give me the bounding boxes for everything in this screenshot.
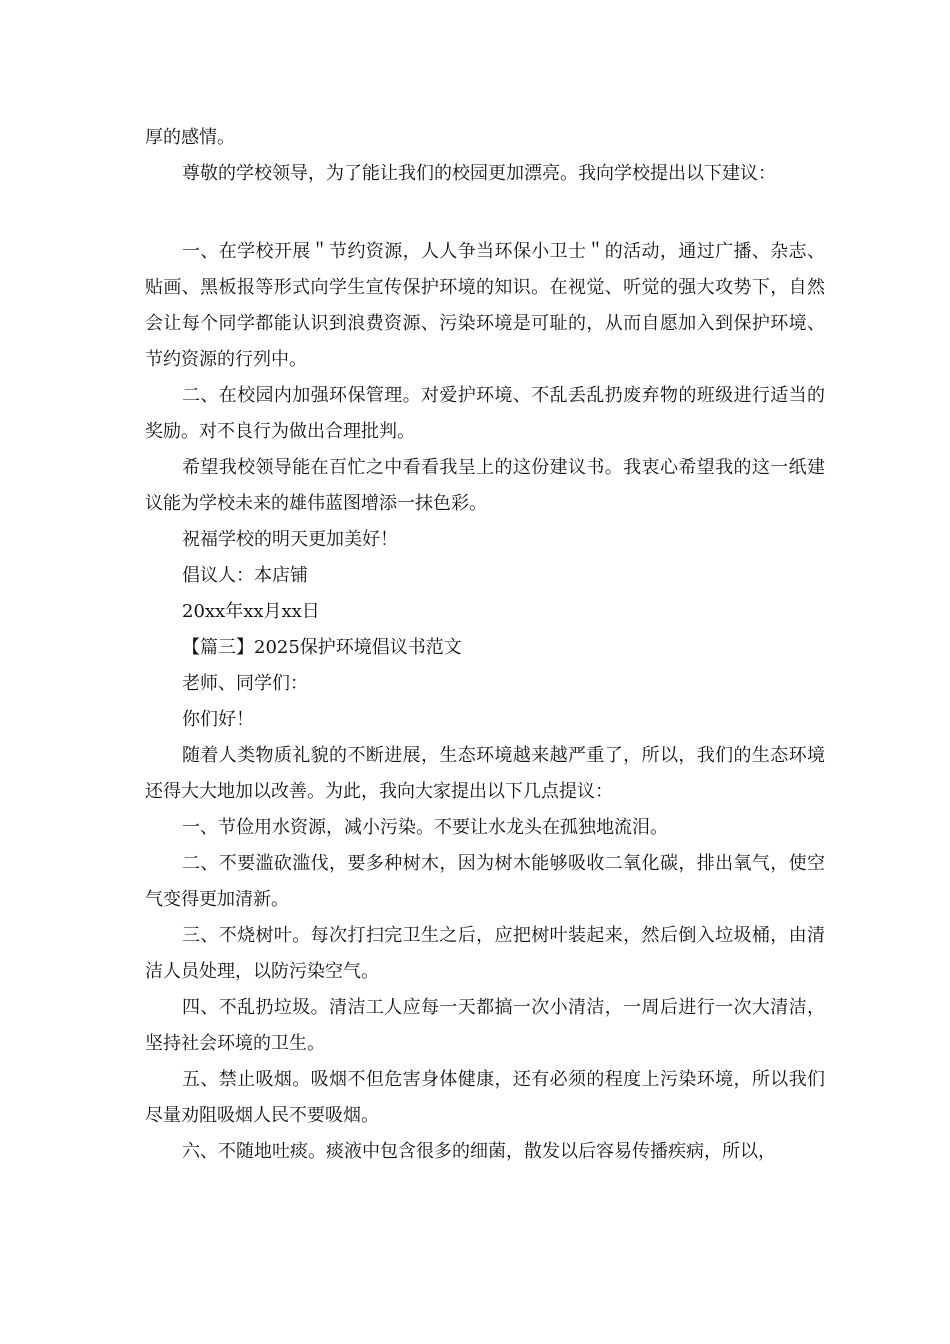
document-body <box>145 120 825 1170</box>
paragraph-suggestion-2: 二、在校园内加强环保管理。对爱护环境、不乱丢乱扔废弃物的班级进行适当的奖励。对不良行为做出合理批判。 <box>145 385 825 442</box>
paragraph-greeting: 你们好！ <box>182 709 254 730</box>
paragraph-addressee: 老师、同学们： <box>182 673 308 694</box>
paragraph-point-4: 四、不乱扔垃圾。清洁工人应每一天都搞一次小清洁，一周后进行一次大清洁，坚持社会环境的卫生。 <box>145 997 825 1054</box>
paragraph-salutation: 尊敬的学校领导，为了能让我们的校园更加漂亮。我向学校提出以下建议： <box>182 163 776 184</box>
paragraph-point-5: 五、禁止吸烟。吸烟不但危害身体健康，还有必须的程度上污染环境，所以我们尽量劝阻吸烟人民不要吸烟。 <box>145 1069 825 1126</box>
paragraph-gap <box>145 192 825 234</box>
paragraph-point-1: 一、节俭用水资源，减小污染。不要让水龙头在孤独地流泪。 <box>182 817 668 838</box>
paragraph-suggestion-1: 一、在学校开展＂节约资源，人人争当环保小卫士＂的活动，通过广播、杂志、贴画、黑板报等形式向学生宣传保护环境的知识。在视觉、听觉的强大攻势下，自然会让每个同学都能认识到浪费资源、污染环境是可耻的，从而自愿加入到保护环境、节约资源的行列中。 <box>145 241 825 370</box>
paragraph-point-2: 二、不要滥砍滥伐，要多种树木，因为树木能够吸收二氧化碳，排出氧气，使空气变得更加清新。 <box>145 853 825 910</box>
paragraph-point-6: 六、不随地吐痰。痰液中包含很多的细菌，散发以后容易传播疾病，所以， <box>182 1141 776 1162</box>
paragraph-hope: 希望我校领导能在百忙之中看看我呈上的这份建议书。我衷心希望我的这一纸建议能为学校未来的雄伟蓝图增添一抹色彩。 <box>145 457 825 514</box>
paragraph-continuation: 厚的感情。 <box>145 127 235 148</box>
paragraph-signer: 倡议人：本店铺 <box>182 565 308 586</box>
section-heading: 【篇三】2025保护环境倡议书范文 <box>182 637 462 658</box>
paragraph-date: 20xx年xx月xx日 <box>182 601 320 622</box>
paragraph-blessing: 祝福学校的明天更加美好！ <box>182 529 398 550</box>
paragraph-point-3: 三、不烧树叶。每次打扫完卫生之后，应把树叶装起来，然后倒入垃圾桶，由清洁人员处理，以防污染空气。 <box>145 925 825 982</box>
paragraph-intro: 随着人类物质礼貌的不断进展，生态环境越来越严重了，所以，我们的生态环境还得大大地加以改善。为此，我向大家提出以下几点提议： <box>145 745 825 802</box>
